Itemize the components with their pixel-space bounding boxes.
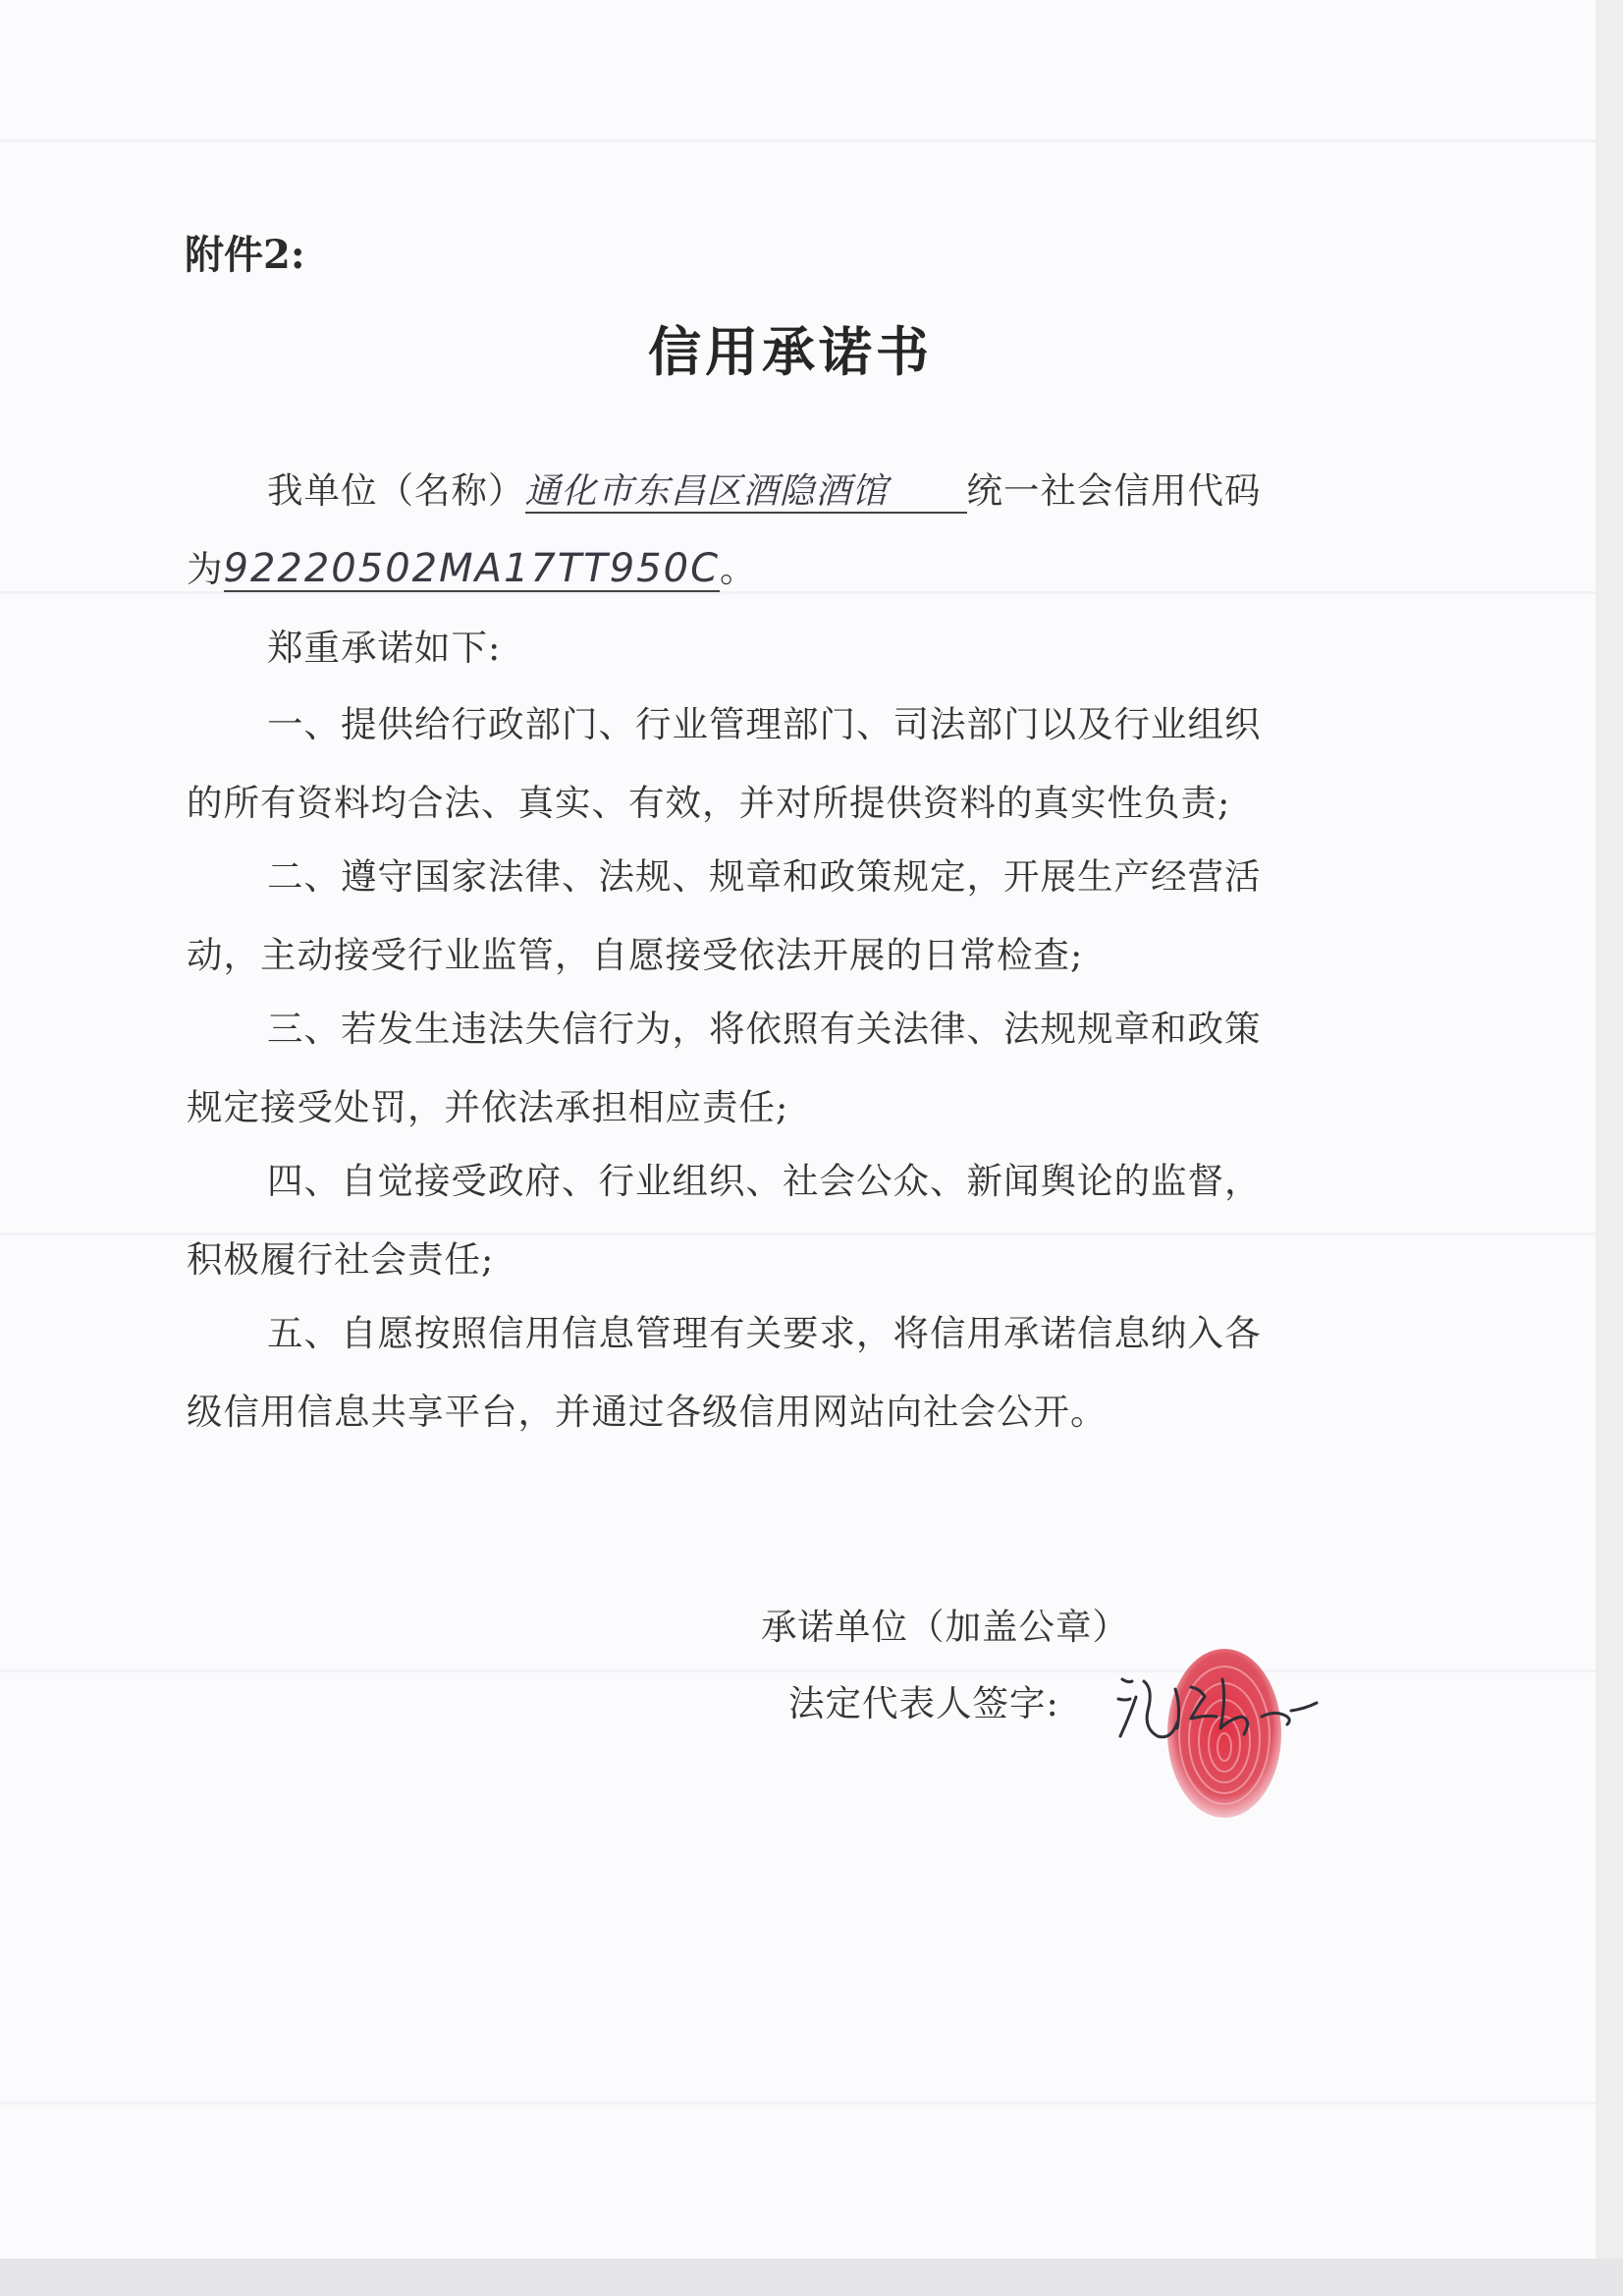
page-title: 信用承诺书: [648, 320, 933, 383]
clause-line: 规定接受处罚，并依法承担相应责任;: [187, 1086, 789, 1128]
clause-line: 动，主动接受行业监管，自愿接受依法开展的日常检查;: [187, 934, 1084, 976]
attachment-label: 附件2:: [185, 232, 305, 278]
handwritten-company-name: 通化市东昌区酒隐酒馆: [525, 472, 967, 514]
clause-4: [187, 1142, 1404, 1299]
clause-2: [187, 838, 1404, 995]
scan-artifact: [0, 2102, 1596, 2105]
handwritten-signature-icon: [1114, 1660, 1321, 1748]
legal-rep-signature-label: 法定代表人签字:: [788, 1682, 1059, 1724]
intro-line2-suffix: 。: [720, 548, 757, 590]
intro-paragraph: [187, 452, 1404, 609]
scan-artifact: [0, 139, 1596, 142]
clause-1: [187, 685, 1404, 843]
scan-artifact: [0, 1669, 1596, 1672]
clause-3: [187, 990, 1404, 1147]
pledge-intro-text: 郑重承诺如下:: [267, 627, 502, 669]
intro-middle: 统一社会信用代码: [966, 469, 1262, 512]
clause-line: 四、自觉接受政府、行业组织、社会公众、新闻舆论的监督，: [267, 1160, 1262, 1202]
intro-line2-prefix: 为: [187, 548, 224, 590]
clause-line: 三、若发生违法失信行为，将依照有关法律、法规规章和政策: [267, 1008, 1262, 1050]
scan-edge-right: [1596, 0, 1623, 2296]
clauses-list: [187, 685, 1404, 1451]
pledge-intro: [187, 609, 1404, 687]
clause-line: 一、提供给行政部门、行业管理部门、司法部门以及行业组织: [267, 703, 1262, 745]
clause-line: 积极履行社会责任;: [187, 1238, 495, 1281]
intro-prefix: 我单位（名称）: [267, 469, 525, 512]
intro-line-2: [187, 530, 1404, 609]
committing-unit-label: 承诺单位（加盖公章）: [761, 1606, 1129, 1648]
scan-edge-bottom: [0, 2259, 1623, 2296]
clause-line: 的所有资料均合法、真实、有效，并对所提供资料的真实性负责;: [187, 782, 1231, 824]
clause-line: 二、遵守国家法律、法规、规章和政策规定，开展生产经营活: [267, 855, 1262, 898]
clause-line: 级信用信息共享平台，并通过各级信用网站向社会公开。: [187, 1391, 1108, 1433]
clause-5: [187, 1294, 1404, 1451]
handwritten-credit-code: 92220502MA17TT950C: [223, 546, 721, 591]
clause-line: 五、自愿按照信用信息管理有关要求，将信用承诺信息纳入各: [267, 1312, 1262, 1354]
intro-line-1: [187, 452, 1404, 530]
